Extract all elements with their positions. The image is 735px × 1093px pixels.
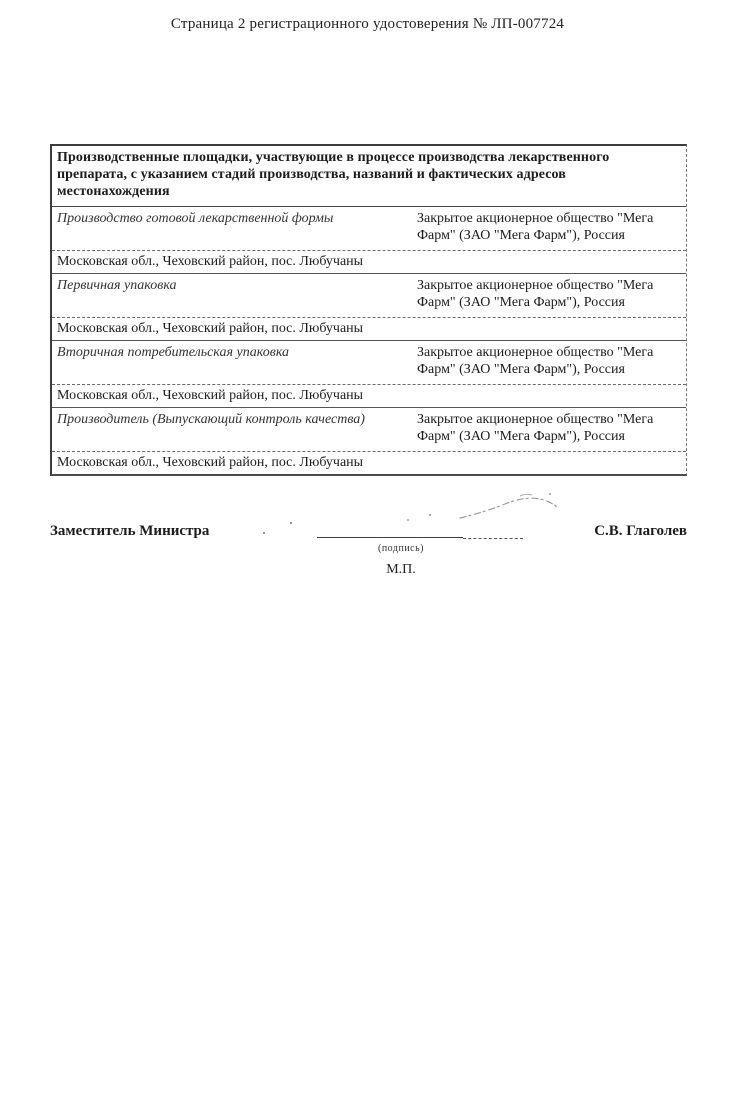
page-title: Страница 2 регистрационного удостоверения № ЛП-007724 (170, 16, 565, 32)
address-cell: Московская обл., Чеховский район, пос. Любучаны (52, 318, 686, 341)
signature-scribble (400, 490, 565, 525)
company-cell: Закрытое акционерное общество "Мега Фарм" (ЗАО "Мега Фарм"), Россия (417, 411, 654, 444)
company-cell: Закрытое акционерное общество "Мега Фарм" (ЗАО "Мега Фарм"), Россия (417, 211, 654, 244)
table-row-group (52, 274, 686, 341)
stage-cell: Вторичная потребительская упаковка (57, 344, 290, 360)
company-cell: Закрытое акционерное общество "Мега Фарм" (ЗАО "Мега Фарм"), Россия (417, 278, 654, 310)
table-row-group (52, 207, 686, 274)
table-row-group (52, 408, 686, 474)
signer-position-title: Заместитель Министра (50, 523, 210, 539)
address-cell: Московская обл., Чеховский район, пос. Любучаны (52, 385, 686, 408)
table-row (52, 408, 686, 452)
company-cell: Закрытое акционерное общество "Мега Фарм" (ЗАО "Мега Фарм"), Россия (417, 344, 654, 377)
address-cell: Московская обл., Чеховский район, пос. Любучаны (57, 454, 364, 470)
table-header: Производственные площадки, участвующие в процессе производства лекарственного препарата, с указанием стадий производства, названий и фактических адресов местонахождения (52, 146, 686, 207)
signer-name: С.В. Глаголев (594, 523, 687, 539)
stage-cell: Производитель (Выпускающий контроль качества) (57, 411, 365, 427)
stage-cell: Производство готовой лекарственной формы (57, 211, 334, 227)
address-cell: Московская обл., Чеховский район, пос. Любучаны (52, 251, 686, 274)
stamp-place-label: М.П. (386, 562, 416, 577)
signature-line-faded (463, 525, 523, 539)
table-row-group (52, 341, 686, 408)
table-row (52, 207, 686, 251)
stage-cell: Первичная упаковка (57, 278, 177, 294)
signature-caption: (подпись) (377, 543, 424, 554)
production-sites-table (50, 144, 687, 476)
scan-artifact-dot (263, 532, 265, 534)
table-row (52, 341, 686, 385)
table-row (52, 274, 686, 318)
scan-artifact-dot (290, 522, 292, 524)
signature-line (317, 524, 463, 538)
